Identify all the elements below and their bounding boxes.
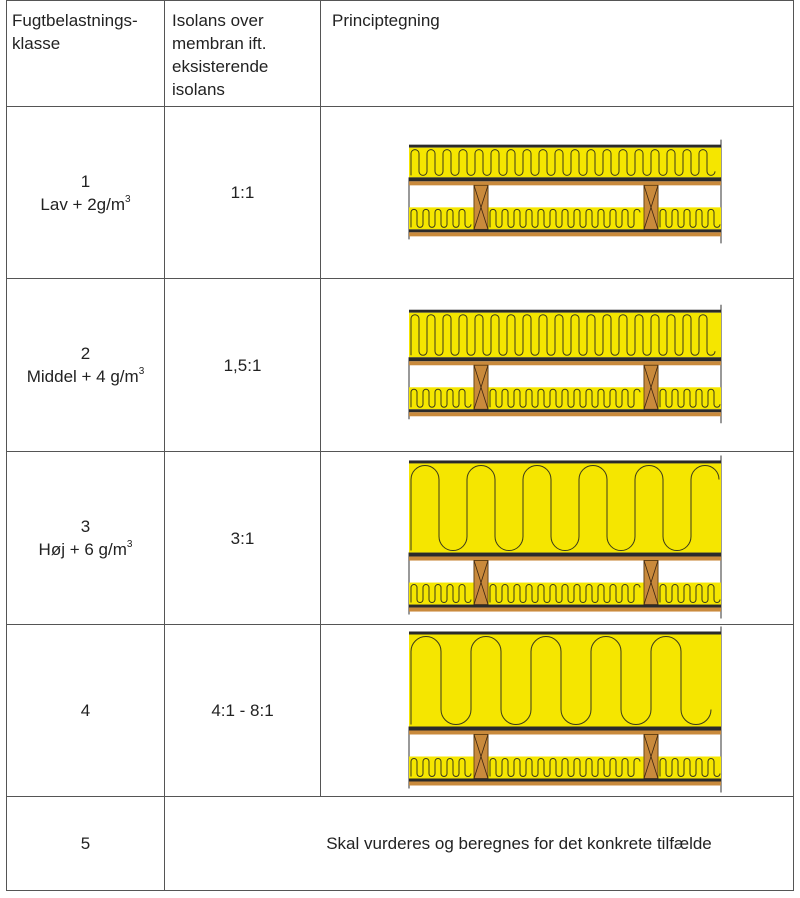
existing-insulation-b-fill [488,207,644,229]
ceiling-board [409,782,721,786]
top-membrane [409,632,721,635]
class-number: 4 [80,701,91,720]
table-row-class-cell [7,107,164,278]
vapour-membrane [409,357,721,361]
header-moisture-class-line1: Fugtbelastnings- [12,11,138,30]
unit-exponent: 3 [138,366,145,378]
assessment-note-text: Skal vurderes og beregnes for det konkrete tilfælde [326,834,712,853]
deck-board [409,181,721,185]
ratio-value: 4:1 - 8:1 [211,701,274,720]
header-principle-drawing: Principtegning [332,11,440,30]
vapour-membrane [409,177,721,181]
ceiling-board [409,412,721,416]
unit-exponent: 3 [125,193,131,205]
header-ratio-line3: eksisterende [172,57,269,76]
ratio-cell [165,625,320,796]
new-insulation-layer-fill [409,313,721,358]
table-row-class-cell [7,279,164,451]
table-row-class-cell [7,625,164,796]
header-moisture-class-line2: klasse [12,34,61,53]
deck-board [409,557,721,561]
ceiling-line [409,229,721,232]
top-membrane [409,460,721,463]
table-row-class-cell [7,452,164,624]
header-ratio-line4: isolans [172,80,225,99]
existing-insulation-b-fill [488,757,644,779]
table-row-class-cell [7,797,164,890]
table-border-bottom [6,890,794,891]
class-label-text: Høj + 6 g/m [38,540,127,559]
header-insulation-ratio [172,9,317,101]
ceiling-board [409,232,721,236]
ratio-cell [165,107,320,278]
header-ratio-line2: membran ift. [172,34,267,53]
vapour-membrane [409,727,721,731]
ratio-value: 3:1 [230,528,255,548]
existing-insulation-b-fill [488,387,644,409]
principle-drawing-row-1 [321,107,793,278]
ratio-value: 1:1 [230,183,255,202]
new-insulation-layer-fill [409,463,721,552]
header-ratio-line1: Isolans over [172,11,264,30]
class-label-text: Lav + 2g/m [40,194,125,214]
existing-insulation-b-fill [488,583,644,605]
unit-exponent: 3 [126,539,133,551]
ceiling-board [409,608,721,612]
new-insulation-layer-fill [409,635,721,727]
class-label [40,193,130,216]
table-border-top [6,0,794,1]
top-membrane [409,145,721,148]
class-number: 5 [80,834,91,853]
top-membrane [409,310,721,313]
ceiling-line [409,779,721,782]
moisture-class-table [6,0,794,891]
header-moisture-class [12,9,162,55]
principle-drawing-row-4 [321,625,793,796]
new-insulation-layer-fill [409,148,721,178]
ratio-cell [165,279,320,451]
ceiling-line [409,409,721,412]
principle-drawing-row-2 [321,279,793,451]
class-number: 2 [80,344,91,363]
ratio-cell [165,452,320,624]
assessment-note [165,797,793,890]
ratio-value: 1,5:1 [223,355,262,375]
class-number: 1 [80,171,91,191]
deck-board [409,731,721,735]
class-label [27,365,145,388]
vapour-membrane [409,553,721,557]
table-border-right [793,0,794,891]
class-number: 3 [80,517,91,536]
principle-drawing-row-3 [321,452,793,624]
deck-board [409,361,721,365]
ceiling-line [409,605,721,608]
class-label [39,538,133,561]
class-label-text: Middel + 4 g/m [26,367,139,386]
